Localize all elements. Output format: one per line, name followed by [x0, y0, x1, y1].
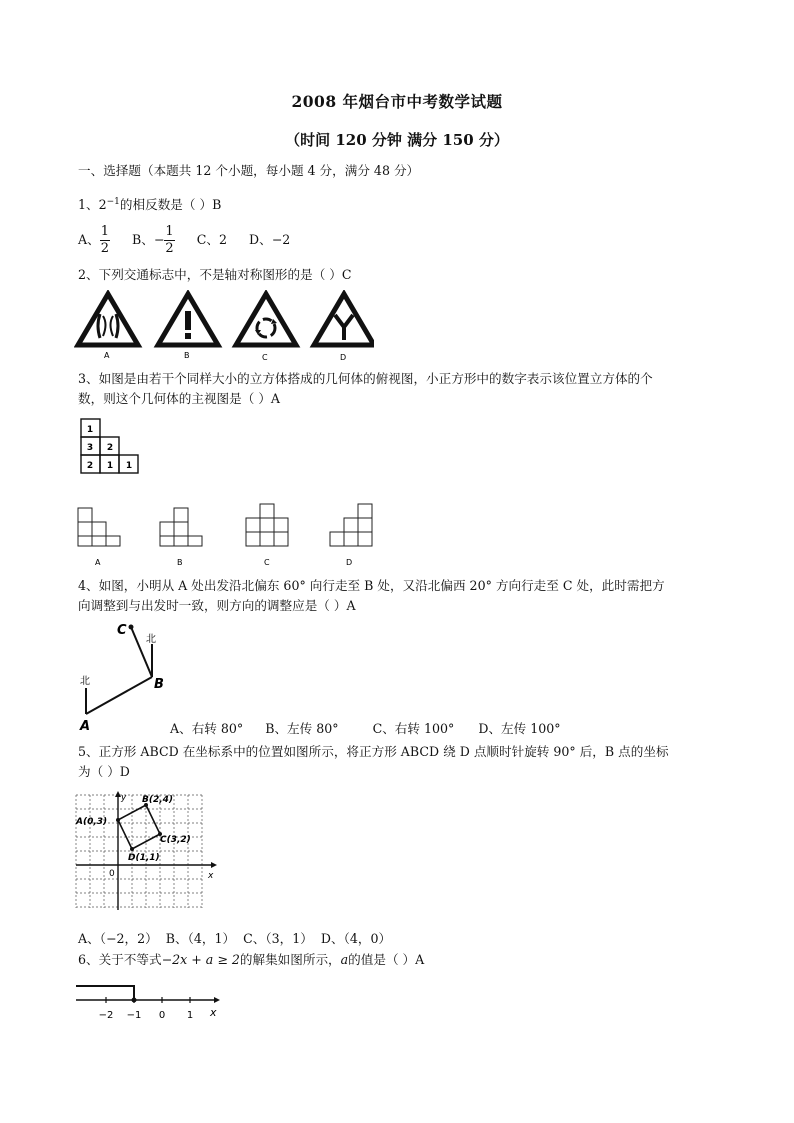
question-1	[78, 193, 221, 214]
front-views-figure	[76, 500, 386, 570]
grid-cell-5: 1	[106, 461, 114, 471]
question-2: 2、下列交通标志中，不是轴对称图形的是（ ）C	[78, 267, 352, 282]
origin-label: 0	[109, 869, 115, 879]
q4-option-b: B、左传 80°	[265, 721, 339, 736]
point-a-coord: A(0,3)	[76, 817, 108, 827]
q1-option-d: D、−2	[249, 232, 291, 247]
view-d	[330, 504, 372, 546]
view-label-c: C	[264, 558, 270, 567]
section-heading: 一、选择题（本题共 12 个小题，每小题 4 分，满分 48 分）	[78, 163, 420, 178]
q1-base: 2	[98, 197, 107, 213]
view-b	[160, 508, 202, 546]
north-label-b: 北	[146, 634, 156, 645]
q6-variable: a	[340, 952, 349, 967]
grid-cell-4: 2	[86, 461, 94, 471]
sign-a	[78, 294, 138, 345]
north-label-a: 北	[80, 676, 90, 687]
q1-option-b: B、− $\frac{1}{2}$	[132, 224, 174, 256]
number-line-axis-label: x	[210, 1006, 217, 1019]
point-b-coord: B(2,4)	[142, 795, 174, 805]
question-6: 6、关于不等式−2x + a ≥ 2的解集如图所示，a的值是（ ）A	[78, 952, 425, 967]
point-a-label: A	[80, 719, 91, 734]
grid-cell-1: 1	[86, 425, 94, 435]
q5-options	[78, 930, 391, 948]
sign-d	[314, 294, 374, 345]
sign-c	[236, 294, 296, 345]
point-c-label: C	[117, 623, 127, 638]
direction-figure	[76, 620, 176, 738]
view-c	[246, 504, 288, 546]
view-a	[78, 508, 120, 546]
q4-option-a: A、右转 80°	[170, 721, 244, 736]
q1-exponent: −1	[106, 197, 120, 207]
q1-prefix: 1、	[78, 197, 99, 213]
view-label-d: D	[346, 558, 353, 567]
question-4-line2: 向调整到与出发时一致，则方向的调整应是（ ）A	[78, 598, 356, 613]
x-axis-label: x	[208, 871, 214, 881]
sign-label-b: B	[184, 351, 190, 360]
question-3-line1: 3、如图是由若干个同样大小的立方体搭成的几何体的俯视图，小正方形中的数字表示该位置立方体的个	[78, 371, 653, 386]
question-5-line1: 5、正方形 ABCD 在坐标系中的位置如图所示，将正方形 ABCD 绕 D 点顺时针旋转 90° 后，B 点的坐标	[78, 744, 669, 759]
view-label-a: A	[95, 558, 101, 567]
top-view-grid	[80, 418, 144, 476]
question-3-line2: 数，则这个几何体的主视图是（ ）A	[78, 391, 281, 406]
grid-cell-6: 1	[125, 461, 133, 471]
traffic-signs-figure	[74, 290, 374, 362]
point-b-label: B	[154, 677, 164, 692]
point-c-coord: C(3,2)	[160, 835, 191, 845]
tick-label-neg2: −2	[98, 1010, 114, 1021]
q4-options	[170, 720, 561, 738]
grid-cell-3: 2	[106, 443, 114, 453]
question-5-line2: 为（ ）D	[78, 764, 130, 779]
q1-options	[78, 224, 290, 257]
point-d-coord: D(1,1)	[128, 853, 160, 863]
tick-label-1: 1	[186, 1010, 194, 1021]
q5-option-b: B、（4，1）	[165, 931, 236, 946]
q5-option-d: D、（4，0）	[320, 931, 392, 946]
sign-label-c: C	[262, 353, 268, 362]
page-subtitle: （时间 120 分钟 满分 150 分）	[285, 131, 509, 149]
q1-rest: 的相反数是（ ）B	[119, 197, 222, 213]
sign-label-a: A	[104, 351, 110, 360]
q1-option-a: A、 $\frac{1}{2}$	[78, 224, 109, 256]
view-label-b: B	[177, 558, 183, 567]
q5-option-c: C、（3，1）	[243, 931, 313, 946]
q5-option-a: A、（−2，2）	[78, 931, 158, 946]
q4-option-d: D、左传 100°	[478, 721, 561, 736]
number-line-figure	[76, 980, 226, 1024]
q6-inequality: −2x + a ≥ 2	[161, 952, 240, 967]
question-4-line1: 4、如图，小明从 A 处出发沿北偏东 60° 向行走至 B 处，又沿北偏西 20° 方向行走至 C 处，此时需把方	[78, 578, 665, 593]
y-axis-label: y	[121, 793, 127, 803]
grid-cell-2: 3	[86, 443, 94, 453]
sign-label-d: D	[340, 353, 347, 362]
page-title: 2008 年烟台市中考数学试题	[291, 92, 503, 111]
tick-label-neg1: −1	[126, 1010, 142, 1021]
sign-b	[158, 294, 218, 345]
q4-option-c: C、右转 100°	[372, 721, 455, 736]
tick-label-0: 0	[158, 1010, 166, 1021]
coordinate-figure	[74, 790, 224, 914]
q1-option-c: C、2	[196, 232, 227, 247]
